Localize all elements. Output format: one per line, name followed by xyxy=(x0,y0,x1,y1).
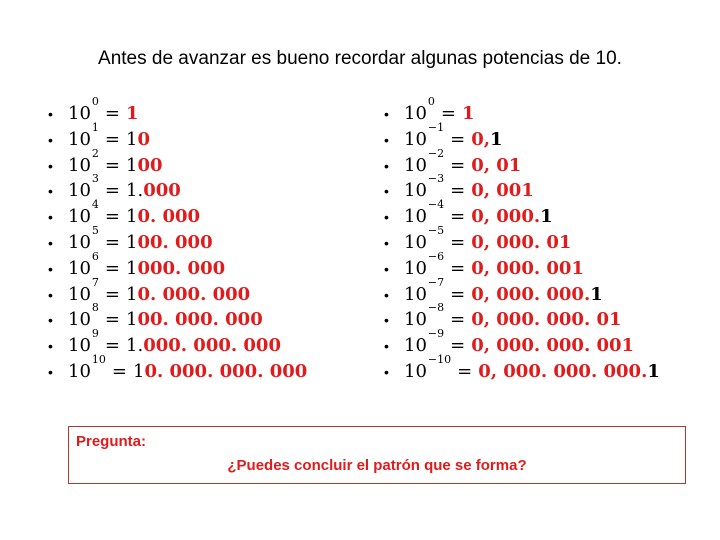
power-base: 10 xyxy=(68,335,91,357)
equals-sign: = xyxy=(450,231,466,253)
power-exponent: −8 xyxy=(427,301,445,315)
list-item xyxy=(48,225,307,251)
question-text: ¿Puedes concluir el patrón que se forma? xyxy=(227,457,527,474)
power-base: 10 xyxy=(68,309,91,331)
value-digits-highlight: 0. 000. 000 xyxy=(137,283,251,305)
list-item xyxy=(384,277,660,303)
list-item xyxy=(384,122,660,148)
value-digits: 1. xyxy=(126,180,144,202)
power-exponent: −10 xyxy=(427,352,452,366)
equals-sign: = xyxy=(450,180,466,202)
bullet-icon: • xyxy=(48,286,53,303)
value-digits: 1 xyxy=(126,154,138,176)
power-exponent: −1 xyxy=(427,120,445,134)
value-digits-highlight: 000. 000. 000 xyxy=(143,335,281,357)
bullet-icon: • xyxy=(384,157,389,174)
equals-sign: = xyxy=(450,283,466,305)
power-base: 10 xyxy=(68,103,91,124)
list-item xyxy=(48,96,307,122)
equals-sign: = xyxy=(450,154,466,176)
equals-sign: = xyxy=(104,154,120,176)
slide-title: Antes de avanzar es bueno recordar algunas potencias de 10. xyxy=(98,48,622,69)
value-digits: 1 xyxy=(126,309,138,331)
equals-sign: = xyxy=(104,180,120,202)
equals-sign: = xyxy=(457,360,473,382)
power-exponent: 6 xyxy=(91,249,99,263)
bullet-icon: • xyxy=(384,312,389,329)
power-exponent: 9 xyxy=(91,327,99,341)
power-exponent: 7 xyxy=(91,275,99,289)
power-exponent: 5 xyxy=(91,223,99,237)
value-digits-highlight: 0, 000. 000. 001 xyxy=(471,335,635,357)
value-digits-highlight: 0. 000. 000. 000 xyxy=(144,360,308,382)
value-digits: 1 xyxy=(490,128,503,150)
value-digits: 1. xyxy=(126,335,144,357)
power-base: 10 xyxy=(404,206,427,228)
equals-sign: = xyxy=(104,128,120,150)
power-base: 10 xyxy=(68,283,91,305)
list-item xyxy=(48,327,307,357)
bullet-icon: • xyxy=(384,183,389,200)
power-base: 10 xyxy=(68,231,91,253)
value-digits-highlight: 0, 000. 000. 000. xyxy=(478,360,648,382)
power-exponent: 1 xyxy=(91,120,99,134)
bullet-icon: • xyxy=(384,106,389,122)
value-digits-highlight: 0, 000. 000. xyxy=(471,283,591,305)
power-exponent: 10 xyxy=(91,352,106,366)
power-exponent: 0 xyxy=(427,95,435,108)
equals-sign: = xyxy=(104,283,120,305)
bullet-icon: • xyxy=(384,260,389,277)
equals-sign: = xyxy=(111,360,127,382)
value-digits-highlight: 000 xyxy=(143,180,181,202)
value-digits: 1 xyxy=(540,206,553,228)
power-exponent: 2 xyxy=(91,146,99,160)
equals-sign: = xyxy=(440,103,456,124)
power-base: 10 xyxy=(404,309,427,331)
power-base: 10 xyxy=(404,103,427,124)
bullet-icon: • xyxy=(48,338,53,355)
equals-sign: = xyxy=(104,231,120,253)
value-digits-highlight: 000. 000 xyxy=(137,257,226,279)
bullet-icon: • xyxy=(48,157,53,174)
value-digits: 1 xyxy=(126,206,138,228)
value-digits-highlight: 1 xyxy=(126,103,139,124)
equals-sign: = xyxy=(450,257,466,279)
power-exponent: 3 xyxy=(91,172,99,186)
equals-sign: = xyxy=(104,335,120,357)
bullet-icon: • xyxy=(384,338,389,355)
power-base: 10 xyxy=(68,154,91,176)
power-exponent: −7 xyxy=(427,275,445,289)
value-digits: 1 xyxy=(126,231,138,253)
list-item xyxy=(384,251,660,277)
bullet-icon: • xyxy=(384,234,389,251)
list-item xyxy=(48,172,307,202)
list-item xyxy=(384,148,660,174)
bullet-icon: • xyxy=(48,312,53,329)
list-item xyxy=(48,354,307,380)
bullet-icon: • xyxy=(48,106,53,122)
equals-sign: = xyxy=(450,309,466,331)
power-base: 10 xyxy=(404,128,427,150)
power-base: 10 xyxy=(68,128,91,150)
power-base: 10 xyxy=(404,283,427,305)
list-item xyxy=(48,277,307,303)
value-digits-highlight: 0, 000. 001 xyxy=(471,257,584,279)
list-item xyxy=(384,172,660,202)
question-label: Pregunta: xyxy=(76,433,147,450)
value-digits: 1 xyxy=(126,257,138,279)
power-exponent: 4 xyxy=(91,198,99,212)
bullet-icon: • xyxy=(48,234,53,251)
bullet-icon: • xyxy=(48,183,53,200)
power-exponent: 8 xyxy=(91,301,99,315)
power-base: 10 xyxy=(404,335,427,357)
power-exponent: 0 xyxy=(91,95,99,108)
value-digits-highlight: 0, xyxy=(471,128,491,150)
equals-sign: = xyxy=(104,257,120,279)
bullet-icon: • xyxy=(48,363,53,380)
bullet-icon: • xyxy=(384,209,389,226)
equals-sign: = xyxy=(450,128,466,150)
value-digits: 1 xyxy=(647,360,660,382)
list-item xyxy=(48,301,307,331)
power-exponent: −3 xyxy=(427,172,445,186)
value-digits-highlight: 0, 01 xyxy=(471,154,522,176)
value-digits: 1 xyxy=(126,283,138,305)
power-exponent: −5 xyxy=(427,223,445,237)
equals-sign: = xyxy=(104,103,120,124)
power-exponent: −6 xyxy=(427,249,445,263)
positive-powers-list xyxy=(48,96,307,380)
list-item xyxy=(384,198,660,228)
equals-sign: = xyxy=(450,206,466,228)
value-digits-highlight: 0, 001 xyxy=(471,180,534,202)
bullet-icon: • xyxy=(384,363,389,380)
list-item xyxy=(384,327,660,357)
equals-sign: = xyxy=(104,309,120,331)
bullet-icon: • xyxy=(384,286,389,303)
value-digits: 1 xyxy=(590,283,603,305)
list-item xyxy=(48,198,307,228)
power-exponent: −2 xyxy=(427,146,445,160)
power-base: 10 xyxy=(68,180,91,202)
bullet-icon: • xyxy=(48,131,53,148)
equals-sign: = xyxy=(450,335,466,357)
power-exponent: −9 xyxy=(427,327,445,341)
bullet-icon: • xyxy=(48,260,53,277)
value-digits-highlight: 00. 000. 000 xyxy=(137,309,263,331)
value-digits: 1 xyxy=(133,360,145,382)
value-digits-highlight: 0, 000. 01 xyxy=(471,231,572,253)
value-digits-highlight: 0, 000. 000. 01 xyxy=(471,309,622,331)
value-digits-highlight: 00. 000 xyxy=(137,231,213,253)
list-item xyxy=(48,251,307,277)
power-base: 10 xyxy=(404,360,427,382)
value-digits-highlight: 00 xyxy=(137,154,163,176)
value-digits-highlight: 0. 000 xyxy=(137,206,201,228)
bullet-icon: • xyxy=(48,209,53,226)
question-box xyxy=(68,426,686,484)
value-digits-highlight: 0, 000. xyxy=(471,206,541,228)
bullet-icon: • xyxy=(384,131,389,148)
power-base: 10 xyxy=(404,154,427,176)
list-item xyxy=(48,122,307,148)
value-digits-highlight: 1 xyxy=(462,103,475,124)
value-digits-highlight: 0 xyxy=(137,128,150,150)
negative-powers-list xyxy=(384,96,660,380)
list-item xyxy=(384,96,660,122)
power-base: 10 xyxy=(404,231,427,253)
list-item xyxy=(384,301,660,331)
list-item xyxy=(384,354,660,380)
value-digits: 1 xyxy=(126,128,138,150)
power-base: 10 xyxy=(404,257,427,279)
power-base: 10 xyxy=(68,257,91,279)
power-base: 10 xyxy=(68,206,91,228)
power-base: 10 xyxy=(68,360,91,382)
equals-sign: = xyxy=(104,206,120,228)
power-exponent: −4 xyxy=(427,198,445,212)
list-item xyxy=(384,225,660,251)
power-base: 10 xyxy=(404,180,427,202)
list-item xyxy=(48,148,307,174)
